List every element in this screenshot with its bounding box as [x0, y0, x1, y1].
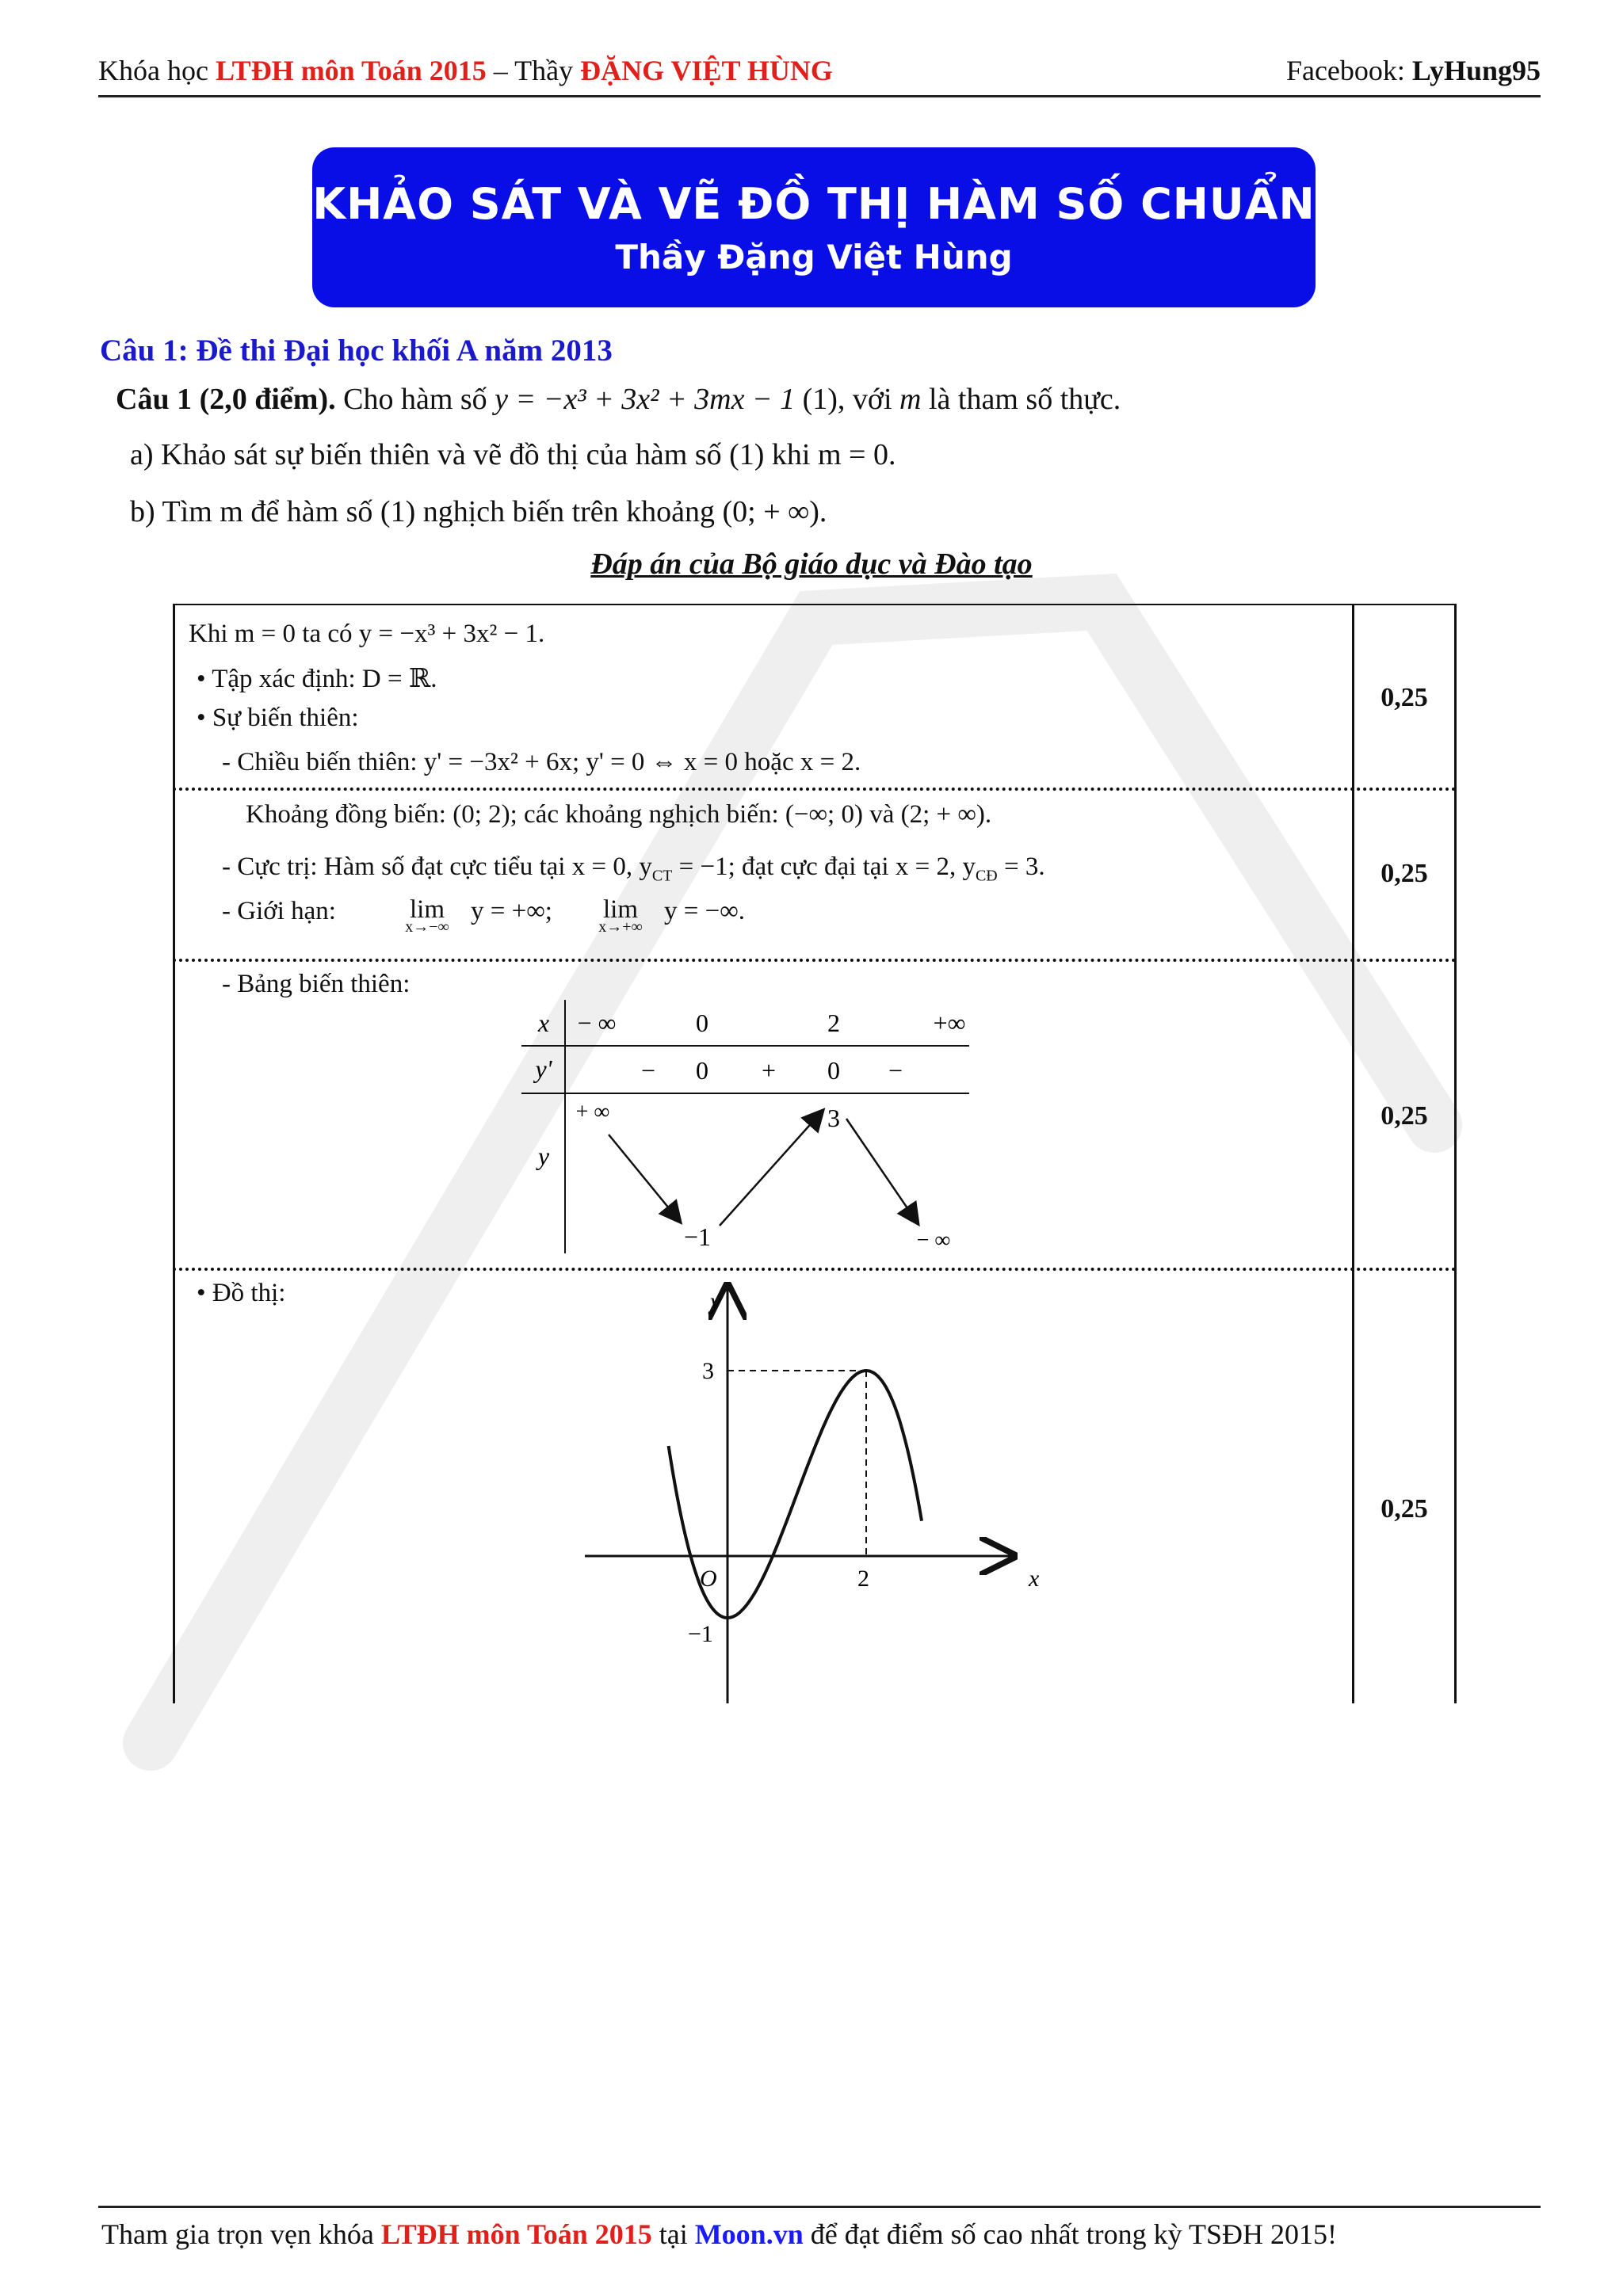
graph-origin-label: O — [700, 1566, 717, 1592]
table-top-border — [173, 604, 1457, 605]
vt-arrow-down-1 — [609, 1135, 680, 1222]
facebook-name: LyHung95 — [1411, 55, 1541, 86]
vt-x-value-3: 2 — [827, 1009, 840, 1037]
answer-line-8: - Bảng biến thiên: — [222, 970, 411, 998]
vt-yp-sign-1: − — [640, 1056, 656, 1085]
extrema-text-1: - Cực trị: Hàm số đạt cực tiểu tại x = 0, y — [222, 852, 652, 881]
limit-1 — [384, 895, 471, 936]
header-teacher: ĐẶNG VIỆT HÙNG — [580, 55, 833, 86]
vt-y-value-1: + ∞ — [575, 1100, 610, 1124]
title-banner — [312, 147, 1316, 307]
answer-line-5: Khoảng đồng biến: (0; 2); các khoảng nghịch biến: (−∞; 0) và (2; + ∞). — [246, 800, 992, 829]
answer-line-9-text: Đồ thị: — [212, 1279, 286, 1307]
graph-tick-m1: −1 — [688, 1621, 713, 1647]
limit-2-value: y = −∞. — [664, 897, 745, 925]
problem-ref: (1), với — [795, 383, 900, 416]
problem-tail: là tham số thực. — [921, 383, 1121, 416]
function-graph — [585, 1277, 1076, 1703]
limit-1-sub: x→−∞ — [405, 918, 449, 936]
answer-line-9: • Đồ thị: — [197, 1279, 286, 1307]
vt-y-value-4: − ∞ — [916, 1228, 951, 1253]
answer-line-7 — [222, 897, 336, 926]
variation-table — [521, 1000, 981, 1253]
vt-y-value-2: −1 — [683, 1222, 712, 1251]
vt-yp-sign-3: + — [761, 1056, 777, 1085]
vt-x-value-1: − ∞ — [577, 1009, 617, 1037]
problem-intro: Cho hàm số — [335, 383, 495, 416]
answer-line-3-text: Sự biến thiên: — [212, 704, 359, 732]
footer-mid: tại — [651, 2218, 695, 2250]
answer-table — [173, 604, 1457, 1703]
problem-statement — [116, 382, 1121, 417]
header-prefix: Khóa học — [98, 55, 216, 86]
answer-heading: Đáp án của Bộ giáo dục và Đào tạo — [590, 547, 1033, 581]
answer-line-3: • Sự biến thiên: — [197, 704, 359, 732]
extrema-text-3: = 3. — [997, 852, 1045, 881]
banner-subtitle: Thầy Đặng Việt Hùng — [615, 238, 1013, 277]
row-divider-1 — [173, 788, 1457, 791]
footer-tail: để đạt điểm số cao nhất trong kỳ TSĐH 2015! — [803, 2218, 1337, 2250]
vt-y-label: y — [537, 1142, 550, 1170]
header-separator: – Thầy — [486, 55, 581, 86]
score-1: 0,25 — [1381, 683, 1428, 712]
table-score-divider — [1352, 604, 1354, 1703]
footer-text — [101, 2218, 1337, 2251]
vt-arrow-down-2 — [846, 1119, 918, 1223]
extrema-sub-ct: CT — [651, 867, 673, 885]
vt-x-value-4: +∞ — [933, 1009, 966, 1037]
extrema-sub-cd: CĐ — [975, 867, 998, 885]
header-facebook — [1286, 54, 1541, 87]
vt-yp-sign-5: − — [888, 1056, 903, 1085]
problem-param: m — [899, 383, 922, 416]
answer-line-2-text: Tập xác định: D = ℝ. — [212, 665, 437, 693]
score-3: 0,25 — [1381, 1101, 1428, 1131]
limit-2-sub: x→+∞ — [598, 918, 643, 936]
extrema-text-2: = −1; đạt cực đại tại x = 2, y — [672, 852, 976, 881]
problem-function: y = −x³ + 3x² + 3mx − 1 — [495, 383, 796, 416]
score-4: 0,25 — [1381, 1494, 1428, 1524]
footer-site: Moon.vn — [694, 2218, 804, 2250]
problem-part-b: b) Tìm m để hàm số (1) nghịch biến trên khoảng (0; + ∞). — [130, 495, 827, 528]
row-divider-3 — [173, 1268, 1457, 1271]
graph-tick-3: 3 — [702, 1358, 714, 1384]
header-course-info — [98, 54, 833, 87]
answer-line-6 — [222, 852, 1045, 886]
answer-line-4: - Chiều biến thiên: y' = −3x² + 6x; y' = 0 ⇔ x = 0 hoặc x = 2. — [222, 748, 861, 776]
footer-prefix: Tham gia trọn vẹn khóa — [101, 2218, 381, 2250]
graph-x-label: x — [1029, 1566, 1040, 1592]
page-header — [98, 48, 1541, 97]
answer-line-1: Khi m = 0 ta có y = −x³ + 3x² − 1. — [189, 620, 545, 648]
facebook-label: Facebook: — [1285, 55, 1412, 86]
footer-course: LTĐH môn Toán 2015 — [380, 2218, 652, 2250]
vt-yp-label: y' — [535, 1055, 552, 1083]
limit-2-word: lim — [602, 895, 638, 924]
problem-part-a: a) Khảo sát sự biến thiên và vẽ đồ thị của hàm số (1) khi m = 0. — [130, 438, 896, 471]
graph-y-label: y — [710, 1288, 721, 1314]
page-footer — [98, 2206, 1541, 2250]
limit-1-value: y = +∞; — [471, 897, 552, 925]
limit-1-word: lim — [409, 895, 445, 924]
table-left-border — [173, 604, 175, 1703]
limit-2 — [577, 895, 664, 936]
answer-line-2: • Tập xác định: D = ℝ. — [197, 665, 437, 693]
graph-tick-2: 2 — [857, 1566, 869, 1592]
vt-x-value-2: 0 — [696, 1009, 708, 1037]
vt-arrow-up — [720, 1111, 823, 1226]
table-right-border — [1454, 604, 1457, 1703]
problem-label: Câu 1 (2,0 điểm). — [116, 383, 336, 416]
header-course: LTĐH môn Toán 2015 — [215, 55, 487, 86]
banner-title: KHẢO SÁT VÀ VẼ ĐỒ THỊ HÀM SỐ CHUẨN — [312, 179, 1316, 229]
vt-x-label: x — [537, 1009, 550, 1037]
vt-y-value-3: 3 — [827, 1104, 840, 1132]
vt-yp-sign-2: 0 — [696, 1056, 708, 1085]
question-heading: Câu 1: Đề thi Đại học khối A năm 2013 — [100, 334, 613, 368]
score-2: 0,25 — [1381, 859, 1428, 888]
limit-label: - Giới hạn: — [222, 897, 336, 925]
vt-yp-sign-4: 0 — [827, 1056, 840, 1085]
row-divider-2 — [173, 959, 1457, 962]
